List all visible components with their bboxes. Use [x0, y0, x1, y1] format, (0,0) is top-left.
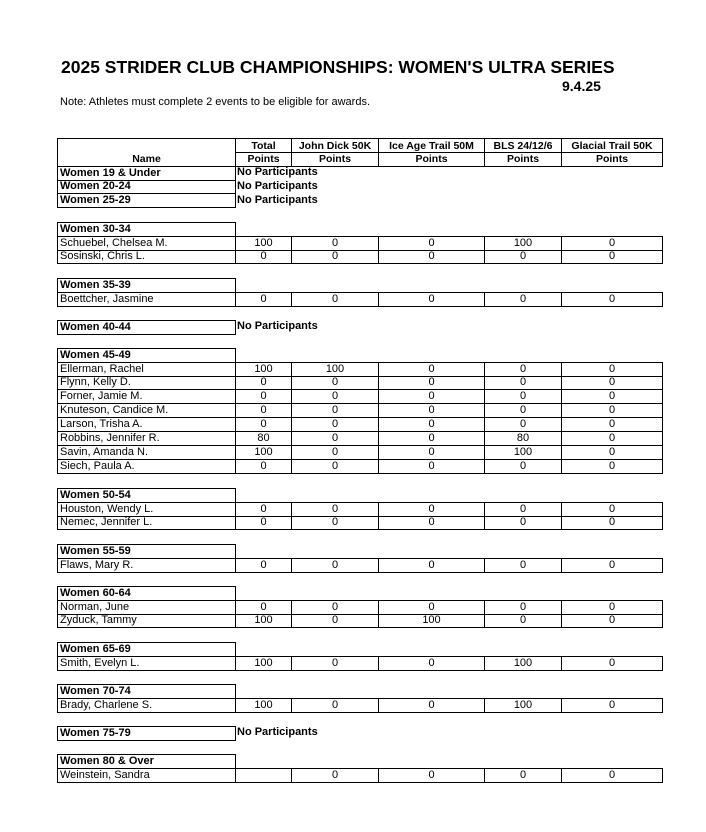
group-row: [57, 544, 662, 558]
athlete-row: [57, 390, 662, 404]
points-cell: 0: [378, 404, 484, 418]
points-cell: 80: [235, 432, 291, 446]
points-cell: 0: [484, 558, 561, 573]
athlete-row: [57, 656, 662, 670]
points-cell: 0: [235, 558, 291, 573]
column-header-bottom: Points: [506, 153, 540, 165]
group-spacer: [57, 628, 662, 642]
points-cell: 0: [235, 418, 291, 432]
group-spacer: [57, 712, 662, 726]
athlete-name: Larson, Trisha A.: [57, 418, 235, 432]
points-cell: 0: [378, 362, 484, 377]
group-spacer: [57, 670, 662, 684]
no-participants-note: No Participants: [237, 726, 318, 738]
points-cell: 0: [561, 236, 663, 251]
column-header: [57, 138, 235, 167]
points-cell: 0: [561, 698, 663, 713]
points-cell: 100: [484, 698, 561, 713]
points-cell: 100: [484, 446, 561, 460]
column-header-top: Total: [251, 140, 276, 152]
points-cell: 0: [235, 390, 291, 404]
points-cell: 0: [561, 558, 663, 573]
points-cell: 100: [291, 362, 378, 377]
points-cell: 0: [561, 446, 663, 460]
points-cell: 0: [378, 460, 484, 474]
points-cell: 0: [561, 656, 663, 671]
points-cell: [235, 768, 291, 783]
points-cell: 0: [378, 236, 484, 251]
points-cell: 0: [291, 698, 378, 713]
points-cell: 0: [484, 600, 561, 615]
points-cell: 0: [378, 432, 484, 446]
group-row: [57, 754, 662, 768]
group-spacer: [57, 572, 662, 586]
column-header-bottom: Points: [247, 153, 280, 165]
points-cell: 0: [378, 502, 484, 517]
group-row: [57, 586, 662, 600]
group-spacer: [57, 474, 662, 488]
athlete-name: Siech, Paula A.: [57, 460, 235, 474]
points-cell: 0: [561, 460, 663, 474]
group-spacer: [57, 530, 662, 544]
athlete-row: [57, 432, 662, 446]
athlete-name: Forner, Jamie M.: [57, 390, 235, 404]
points-cell: 80: [484, 432, 561, 446]
points-cell: 0: [561, 502, 663, 517]
athlete-row: [57, 516, 662, 530]
age-group-label: Women 40-44: [57, 320, 236, 335]
points-cell: 100: [235, 656, 291, 671]
no-participants-note: No Participants: [237, 166, 318, 178]
athlete-name: Ellerman, Rachel: [57, 362, 235, 377]
points-cell: 0: [291, 432, 378, 446]
age-group-label: Women 45-49: [57, 348, 236, 363]
points-cell: 0: [484, 376, 561, 390]
points-cell: 0: [378, 390, 484, 404]
column-header-bottom: Points: [318, 153, 352, 165]
group-spacer: [57, 208, 662, 222]
column-header: [484, 138, 561, 167]
athlete-row: [57, 600, 662, 614]
points-cell: 0: [484, 502, 561, 517]
points-cell: 0: [561, 600, 663, 615]
points-cell: 0: [378, 250, 484, 264]
points-cell: 0: [561, 614, 663, 628]
group-row: [57, 166, 662, 180]
points-cell: 0: [561, 250, 663, 264]
points-cell: 0: [484, 614, 561, 628]
athlete-name: Weinstein, Sandra: [57, 768, 235, 783]
points-cell: 0: [561, 390, 663, 404]
age-group-label: Women 65-69: [57, 642, 236, 657]
column-header: [561, 138, 663, 167]
points-cell: 0: [378, 600, 484, 615]
age-group-label: Women 20-24: [57, 180, 236, 194]
age-group-label: Women 60-64: [57, 586, 236, 601]
points-cell: 0: [235, 292, 291, 307]
athlete-name: Savin, Amanda N.: [57, 446, 235, 460]
athlete-name: Houston, Wendy L.: [57, 502, 235, 517]
points-cell: 0: [235, 502, 291, 517]
age-group-label: Women 35-39: [57, 278, 236, 293]
athlete-row: [57, 614, 662, 628]
points-cell: 0: [484, 460, 561, 474]
group-row: [57, 222, 662, 236]
eligibility-note: Note: Athletes must complete 2 events to be eligible for awards.: [60, 96, 370, 108]
athlete-row: [57, 376, 662, 390]
group-spacer: [57, 264, 662, 278]
points-cell: 0: [561, 292, 663, 307]
points-cell: 0: [484, 250, 561, 264]
points-cell: 0: [291, 236, 378, 251]
points-cell: 0: [561, 768, 663, 783]
athlete-row: [57, 558, 662, 572]
column-header: [235, 138, 291, 167]
points-cell: 0: [291, 292, 378, 307]
athlete-row: [57, 446, 662, 460]
points-cell: 0: [235, 404, 291, 418]
points-cell: 0: [235, 460, 291, 474]
athlete-row: [57, 292, 662, 306]
points-cell: 0: [235, 600, 291, 615]
group-row: [57, 684, 662, 698]
points-cell: 100: [235, 236, 291, 251]
points-cell: 0: [378, 656, 484, 671]
points-cell: 0: [484, 292, 561, 307]
column-header-bottom: Points: [595, 153, 629, 165]
age-group-label: Women 70-74: [57, 684, 236, 699]
athlete-name: Boettcher, Jasmine: [57, 292, 235, 307]
points-cell: 0: [484, 418, 561, 432]
points-cell: 100: [484, 236, 561, 251]
column-header-top: John Dick 50K: [298, 140, 372, 152]
points-cell: 0: [378, 768, 484, 783]
column-header-top: Ice Age Trail 50M: [389, 140, 474, 152]
points-cell: 0: [484, 404, 561, 418]
group-row: [57, 642, 662, 656]
athlete-name: Knuteson, Candice M.: [57, 404, 235, 418]
no-participants-note: No Participants: [237, 180, 318, 192]
points-cell: 100: [235, 698, 291, 713]
points-cell: 0: [291, 558, 378, 573]
age-group-label: Women 19 & Under: [57, 166, 236, 181]
athlete-row: [57, 698, 662, 712]
no-participants-note: No Participants: [237, 320, 318, 332]
athlete-name: Robbins, Jennifer R.: [57, 432, 235, 446]
athlete-row: [57, 460, 662, 474]
athlete-name: Brady, Charlene S.: [57, 698, 235, 713]
points-cell: 0: [291, 446, 378, 460]
page-title: 2025 STRIDER CLUB CHAMPIONSHIPS: WOMEN'S ULTRA SERIES: [61, 57, 615, 77]
athlete-row: [57, 362, 662, 376]
column-header-top: Glacial Trail 50K: [571, 140, 653, 152]
points-cell: 0: [561, 376, 663, 390]
points-cell: 0: [378, 558, 484, 573]
group-spacer: [57, 334, 662, 348]
points-cell: 0: [484, 768, 561, 783]
points-cell: 0: [378, 292, 484, 307]
age-group-label: Women 50-54: [57, 488, 236, 503]
points-cell: 0: [291, 656, 378, 671]
points-cell: 0: [291, 390, 378, 404]
age-group-label: Women 75-79: [57, 726, 236, 741]
group-row: [57, 278, 662, 292]
points-cell: 0: [235, 250, 291, 264]
points-cell: 0: [561, 432, 663, 446]
points-cell: 100: [235, 614, 291, 628]
column-header: [291, 138, 378, 167]
age-group-label: Women 25-29: [57, 194, 236, 208]
table-body: [57, 166, 662, 782]
points-cell: 100: [378, 614, 484, 628]
report-date: 9.4.25: [562, 78, 601, 94]
points-cell: 0: [291, 460, 378, 474]
points-cell: 0: [291, 376, 378, 390]
athlete-name: Nemec, Jennifer L.: [57, 516, 235, 530]
age-group-label: Women 55-59: [57, 544, 236, 559]
age-group-label: Women 30-34: [57, 222, 236, 237]
athlete-row: [57, 236, 662, 250]
points-cell: 0: [484, 362, 561, 377]
group-row: [57, 726, 662, 740]
points-cell: 0: [378, 418, 484, 432]
group-row: [57, 320, 662, 334]
points-cell: 0: [291, 404, 378, 418]
points-cell: 0: [291, 418, 378, 432]
athlete-name: Flynn, Kelly D.: [57, 376, 235, 390]
athlete-name: Flaws, Mary R.: [57, 558, 235, 573]
points-cell: 0: [378, 446, 484, 460]
group-spacer: [57, 306, 662, 320]
athlete-name: Smith, Evelyn L.: [57, 656, 235, 671]
athlete-name: Sosinski, Chris L.: [57, 250, 235, 264]
points-cell: 0: [484, 390, 561, 404]
group-row: [57, 488, 662, 502]
athlete-name: Schuebel, Chelsea M.: [57, 236, 235, 251]
group-row: [57, 180, 662, 194]
group-spacer: [57, 740, 662, 754]
column-header: [378, 138, 484, 167]
points-cell: 0: [291, 250, 378, 264]
points-cell: 0: [235, 516, 291, 530]
no-participants-note: No Participants: [237, 194, 318, 206]
age-group-label: Women 80 & Over: [57, 754, 236, 769]
column-header-top: BLS 24/12/6: [493, 140, 553, 152]
points-cell: 0: [561, 362, 663, 377]
points-cell: 0: [561, 418, 663, 432]
group-row: [57, 194, 662, 208]
points-cell: 100: [235, 446, 291, 460]
points-cell: 0: [291, 614, 378, 628]
points-cell: 0: [235, 376, 291, 390]
athlete-name: Zyduck, Tammy: [57, 614, 235, 628]
athlete-row: [57, 768, 662, 782]
athlete-row: [57, 418, 662, 432]
column-header-bottom: Name: [132, 153, 161, 165]
athlete-row: [57, 250, 662, 264]
points-cell: 0: [561, 404, 663, 418]
table-header: [57, 138, 662, 166]
points-cell: 0: [291, 768, 378, 783]
points-cell: 0: [291, 516, 378, 530]
column-header-bottom: Points: [415, 153, 448, 165]
points-cell: 100: [235, 362, 291, 377]
athlete-row: [57, 404, 662, 418]
points-cell: 0: [378, 516, 484, 530]
athlete-row: [57, 502, 662, 516]
points-cell: 0: [484, 516, 561, 530]
points-cell: 0: [378, 376, 484, 390]
points-cell: 0: [378, 698, 484, 713]
points-cell: 0: [561, 516, 663, 530]
points-cell: 100: [484, 656, 561, 671]
group-row: [57, 348, 662, 362]
athlete-name: Norman, June: [57, 600, 235, 615]
points-cell: 0: [291, 502, 378, 517]
results-table: [57, 138, 662, 782]
points-cell: 0: [291, 600, 378, 615]
